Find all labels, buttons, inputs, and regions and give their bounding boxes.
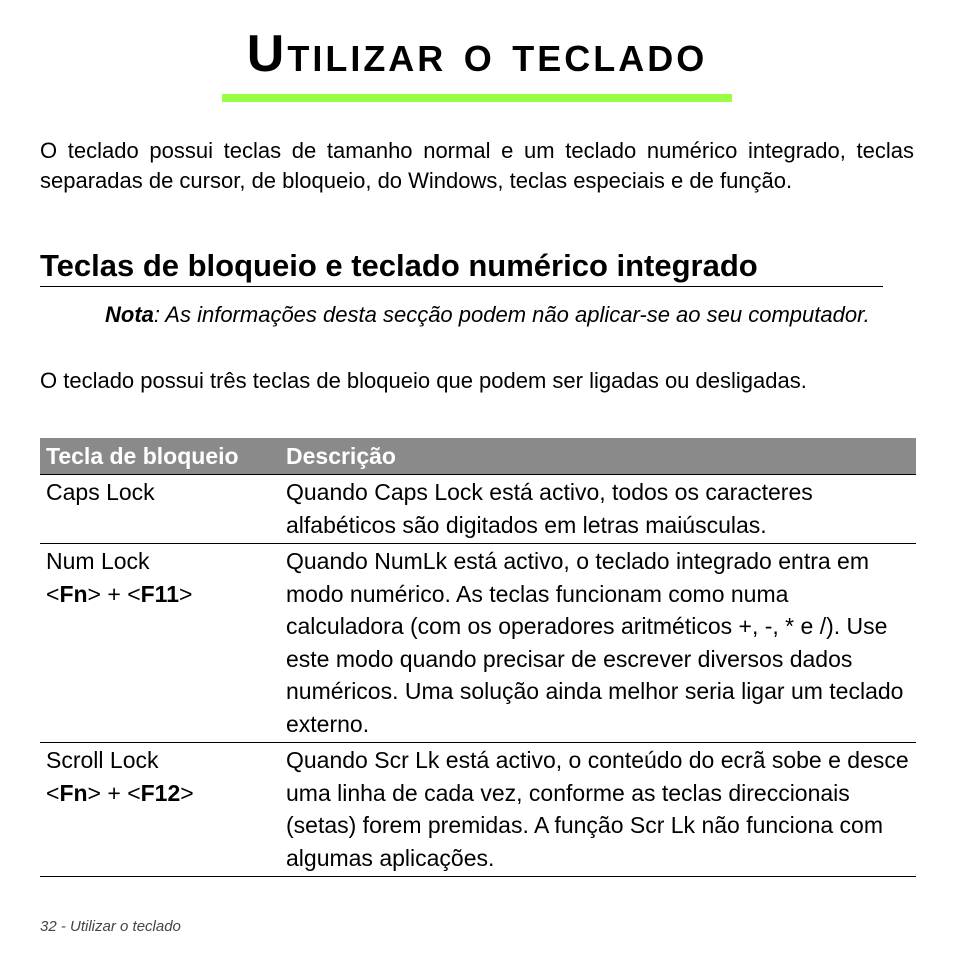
key-cell <box>40 544 280 743</box>
page-footer: 32 - Utilizar o teclado <box>40 918 181 935</box>
table-row <box>40 743 916 877</box>
table-header-description: Descrição <box>280 438 916 475</box>
key-cell <box>40 475 280 544</box>
table-row <box>40 475 916 544</box>
combo-f-key: F12 <box>140 779 181 806</box>
description-cell: Quando Scr Lk está activo, o conteúdo do ecrã sobe e desce uma linha de cada vez, conforme as teclas direccionais (setas) forem premidas. A função Scr Lk não funciona com algumas aplicações. <box>280 743 916 877</box>
key-combo: <Fn> + <F12> <box>46 779 194 806</box>
page-title: Utilizar o teclado <box>246 25 708 83</box>
combo-fn: Fn <box>59 779 88 806</box>
key-cell <box>40 743 280 877</box>
note-paragraph <box>105 300 914 330</box>
section-heading: Teclas de bloqueio e teclado numérico integrado <box>40 246 883 287</box>
combo-f-key: F11 <box>140 580 179 607</box>
intro-paragraph: O teclado possui teclas de tamanho normal e um teclado numérico integrado, teclas separadas de cursor, de bloqueio, do Windows, teclas especiais e de função. <box>40 138 914 193</box>
lock-keys-table <box>40 438 916 877</box>
note-label: Nota <box>105 302 154 327</box>
table-row <box>40 544 916 743</box>
lock-keys-paragraph: O teclado possui três teclas de bloqueio que podem ser ligadas ou desligadas. <box>40 368 807 393</box>
key-name: Caps Lock <box>46 479 155 505</box>
description-cell: Quando Caps Lock está activo, todos os caracteres alfabéticos são digitados em letras maiúsculas. <box>280 475 916 544</box>
key-name: Scroll Lock <box>46 747 159 773</box>
description-cell: Quando NumLk está activo, o teclado integrado entra em modo numérico. As teclas funcionam como numa calculadora (com os operadores aritméticos +, -, * e /). Use este modo quando precisar de escrever diversos dados numéricos. Uma solução ainda melhor seria ligar um teclado externo. <box>280 544 916 743</box>
table-header-key: Tecla de bloqueio <box>40 438 280 475</box>
combo-fn: Fn <box>59 580 88 607</box>
key-combo: <Fn> + <F11> <box>46 580 193 607</box>
key-name: Num Lock <box>46 548 150 574</box>
table-header-row <box>40 438 916 475</box>
note-text: : As informações desta secção podem não aplicar-se ao seu computador. <box>153 302 870 327</box>
title-underline <box>222 94 732 102</box>
